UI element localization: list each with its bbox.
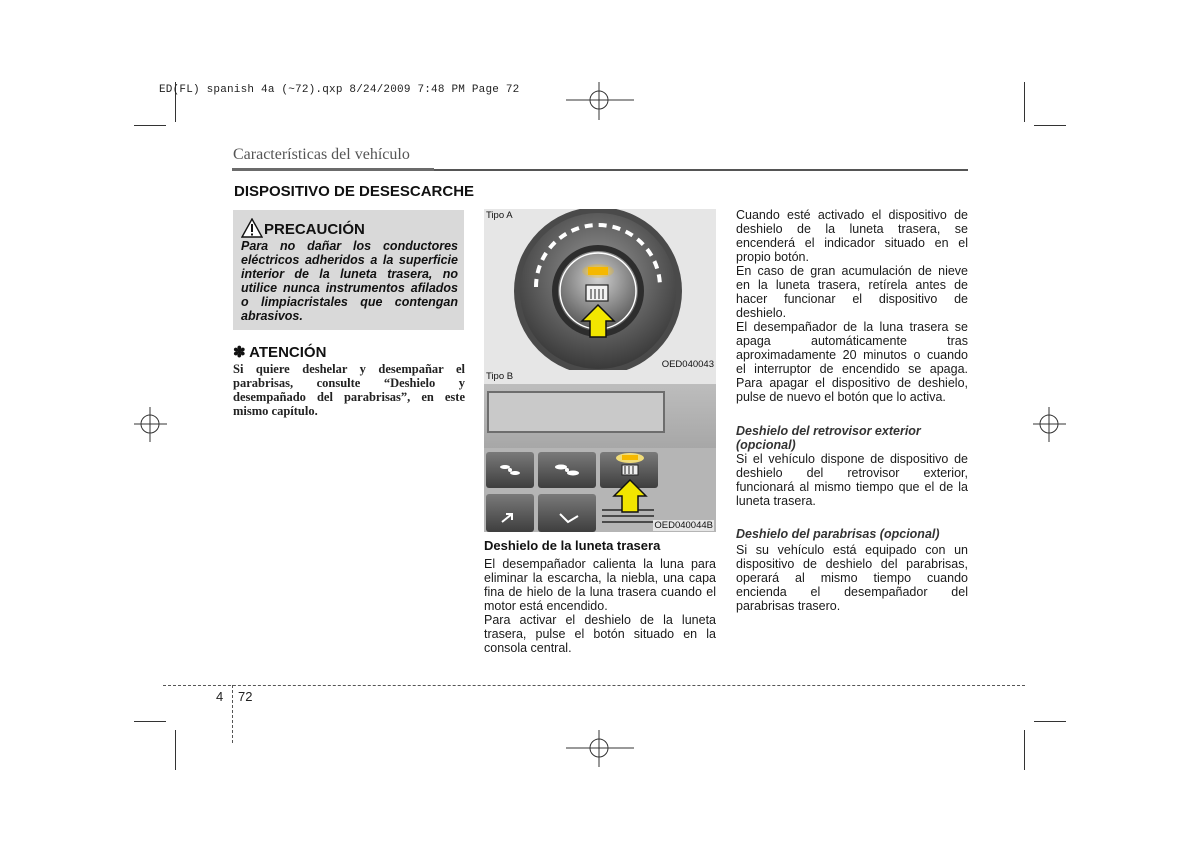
- rear-defroster-paragraph: Para activar el deshielo de la luneta trasera, pulse el botón situado en la consola central.: [484, 613, 716, 655]
- right-paragraph: Cuando esté activado el dispositivo de deshielo de la luneta trasera, se encenderá el indicador situado en el propio botón.: [736, 208, 968, 264]
- footer-divider: [232, 685, 233, 743]
- rear-defroster-paragraph: El desempañador calienta la luna para eliminar la escarcha, la niebla, una capa fina de hielo de la luna trasera cuando el motor está encendido.: [484, 557, 716, 613]
- mirror-defroster-text: Si el vehículo dispone de dispositivo de deshielo del retrovisor exterior, funcionará al mismo tiempo que el de la luneta trasera.: [736, 452, 968, 508]
- figure-a-code: OED040043: [661, 359, 714, 370]
- caution-box: [233, 210, 464, 330]
- right-paragraph: El desempañador de la luna trasera se apaga automáticamente tras aproximadamente 20 minutos o cuando el interruptor de encendido se apaga. Para apagar el dispositivo de deshielo, pulse de nuevo el botón que lo activa.: [736, 320, 968, 404]
- right-paragraph: En caso de gran acumulación de nieve en la luneta trasera, retírela antes de hacer funcionar el dispositivo de deshielo.: [736, 264, 968, 320]
- header-rule-thick: [232, 168, 434, 171]
- chapter-number: 4: [216, 689, 224, 704]
- caution-title: PRECAUCIÓN: [264, 221, 365, 238]
- page-number: 72: [238, 689, 253, 704]
- rear-defroster-heading: Deshielo de la luneta trasera: [484, 538, 661, 553]
- warning-triangle-icon: [241, 218, 263, 238]
- right-column-body: [736, 208, 968, 404]
- print-slug: ED(FL) spanish 4a (~72).qxp 8/24/2009 7:48 PM Page 72: [159, 84, 520, 96]
- windshield-defroster-heading: Deshielo del parabrisas (opcional): [736, 527, 940, 541]
- attention-text: Si quiere deshelar y desempañar el parabrisas, consulte “Deshielo y desempañado del parabrisas”, en este mismo capítulo.: [233, 362, 465, 418]
- figure-type-b: [484, 370, 716, 532]
- attention-title: ✽ ATENCIÓN: [233, 344, 327, 361]
- figure-type-a: [484, 209, 716, 371]
- page-heading: DISPOSITIVO DE DESESCARCHE: [234, 183, 475, 200]
- control-panel-illustration: [484, 370, 716, 532]
- mirror-defroster-heading: Deshielo del retrovisor exterior (opcional): [736, 424, 921, 452]
- section-title: Características del vehículo: [233, 146, 410, 163]
- footer-rule: [163, 685, 1025, 686]
- rear-defroster-body: [484, 557, 716, 655]
- figure-b-label: Tipo B: [486, 371, 514, 382]
- caution-text: Para no dañar los conductores eléctricos adheridos a la superficie interior de la luneta trasera, no utilice nunca instrumentos afilados o limpiacristales que contengan abrasivos.: [241, 239, 458, 323]
- figure-a-label: Tipo A: [486, 210, 513, 221]
- windshield-defroster-text: Si su vehículo está equipado con un dispositivo de deshielo del parabrisas, operará al mismo tiempo cuando encienda el desempañador del parabrisas trasero.: [736, 543, 968, 613]
- header-rule-thin: [434, 169, 968, 171]
- figure-b-code: OED040044B: [654, 520, 713, 531]
- defroster-knob-illustration: [484, 209, 716, 371]
